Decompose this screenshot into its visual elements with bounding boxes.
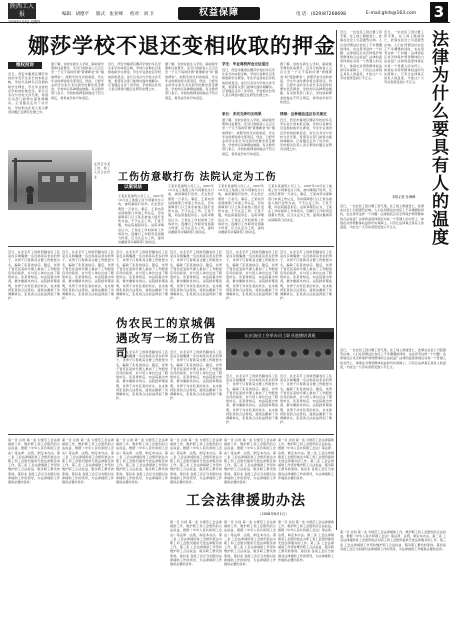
masthead <box>0 0 450 22</box>
union-col-6: 第一章 总则 第一条 为规范工会法律援助工作，维护职工和工会组织的合法权益，根据《中华人民共和国工会法》等法律、法规，制定本办法。第二条 工会法律援助是工会组织依法为职工和工会组织提供无偿法律服务的工作。第三条 工会法律援助工作坚持维护职工合法权益、服务职工群众的原则。第四条 各级工会应当加强对法律援助工作的领导，为法律援助工作提供必要的条件。 <box>278 438 334 480</box>
law-col-3: 近日，一位农民工因讨要工资无果，在工地上跳楼身亡，此事在社会上引起强烈反响。人们在同情这位农民工不幸遭遇的同时，也在思考这样一个问题：法律到底应该怎样保护弱势群体的合法权益？法律的温度体现在对每一个普通人的关怀上，体现在对弱势群体权益的切实保障上。只有让法律真正具有人的温度，才能让广大劳动者感受到公平正义。 <box>340 204 424 230</box>
union-col-4: 第一章 总则 第一条 为规范工会法律援助工作，维护职工和工会组织的合法权益，根据《中华人民共和国工会法》等法律、法规，制定本办法。第二条 工会法律援助是工会组织依法为职工和工会组织提供无偿法律服务的工作。第三条 工会法律援助工作坚持维护职工合法权益、服务职工群众的原则。第四条 各级工会应当加强对法律援助工作的领导，为法律援助工作提供必要的条件。 <box>170 438 222 485</box>
flag-tag: 以案说法 <box>118 184 148 191</box>
fake-col-4: 近日，在北京打工的陕西籍农民工张某在京城偶遇一名自称是其老乡的男子，该男子以帮助其讨要工伤赔偿为名，骗取了张某的信任。随后，该男子冒充张某的代理人参加了工伤赔偿官司的庭审，并与用人单位达成了赔偿协议。张某得知后，向法院提出申请，要求撤销该协议。法院经审理查明，该男子并非张某的老乡，也未取得张某的合法授权，遂依法撤销了该调解协议，张某的合法权益得到了维护。 <box>170 250 222 301</box>
nasha-tag: 维权投诉 <box>8 62 42 69</box>
nasha-col-4: 近日，西安市雁塔区娜莎学校的多名学生家长向本报反映，学校以各种名目变相收取学生押金，学生毕业离校后学校却拒绝退还。家长们多次与学校交涉无果，希望有关部门能够出面协调解决。记者随后走访了该学校，学校相关负责人表示押金问题正在研究处理之中。 <box>222 68 275 98</box>
proofreader-credit: 校对：刘 卫 <box>130 12 154 17</box>
union-issued: （2008年8月1日） <box>258 512 289 516</box>
fake-col-7: 近日，在北京打工的陕西籍农民工张某在京城偶遇一名自称是其老乡的男子，该男子以帮助其讨要工伤赔偿为名，骗取了张某的信任。随后，该男子冒充张某的代理人参加了工伤赔偿官司的庭审，并与用人单位达成了赔偿协议。张某得知后，向法院提出申请，要求撤销该协议。法院经审理查明，该男子并非张某的老乡，也未取得张某的合法授权，遂依法撤销了该调解协议，张某的合法权益得到了维护。 <box>226 250 278 301</box>
fake-col-2: 近日，在北京打工的陕西籍农民工张某在京城偶遇一名自称是其老乡的男子，该男子以帮助其讨要工伤赔偿为名，骗取了张某的信任。随后，该男子冒充张某的代理人参加了工伤赔偿官司的庭审，并与用人单位达成了赔偿协议。张某得知后，向法院提出申请，要求撤销该协议。法院经审理查明，该男子并非张某的老乡，也未取得张某的合法授权，遂依法撤销了该调解协议，张某的合法权益得到了维护。 <box>62 250 114 301</box>
law-byline: 本报记者 孙海峰 <box>392 195 416 199</box>
law-column-headline: 法律为什么要具有人的温度 <box>428 30 448 246</box>
fake-col-10: 近日，在北京打工的陕西籍农民工张某在京城偶遇一名自称是其老乡的男子，该男子以帮助其讨要工伤赔偿为名，骗取了张某的信任。随后，该男子冒充张某的代理人参加了工伤赔偿官司的庭审，并与用人单位达成了赔偿协议。张某得知后，向法院提出申请，要求撤销该协议。法院经审理查明，该男子并非张某的老乡，也未取得张某的合法授权，遂依法撤销了该调解协议，张某的合法权益得到了维护。 <box>280 374 332 425</box>
nasha-col-1: 据了解，该校在新生入学时，除收取学费和住宿费外，还另行收取每人五百元至一千元不等的所谓“管理押金”和“服装押金”。按照学校当初的承诺，学生毕业时押金将全部退还。然而，已经毕业的学生家长多次到学校要求退还押金，学校却以各种理由推脱。有关教育部门表示，学校收取押金的做法不符合规定，将责成学校尽快退还。 <box>51 62 104 100</box>
column-rule <box>336 30 337 530</box>
fake-col-1: 近日，在北京打工的陕西籍农民工张某在京城偶遇一名自称是其老乡的男子，该男子以帮助其讨要工伤赔偿为名，骗取了张某的信任。随后，该男子冒充张某的代理人参加了工伤赔偿官司的庭审，并与用人单位达成了赔偿协议。张某得知后，向法院提出申请，要求撤销该协议。法院经审理查明，该男子并非张某的老乡，也未取得张某的合法授权，遂依法撤销了该调解协议，张某的合法权益得到了维护。 <box>8 250 60 301</box>
fake-col-9: 近日，在北京打工的陕西籍农民工张某在京城偶遇一名自称是其老乡的男子，该男子以帮助其讨要工伤赔偿为名，骗取了张某的信任。随后，该男子冒充张某的代理人参加了工伤赔偿官司的庭审，并与用人单位达成了赔偿协议。张某得知后，向法院提出申请，要求撤销该协议。法院经审理查明，该男子并非张某的老乡，也未取得张某的合法授权，遂依法撤销了该调解协议，张某的合法权益得到了维护。 <box>226 374 278 425</box>
middle-rule <box>8 246 334 247</box>
nasha-col-7: 近日，西安市雁塔区娜莎学校的多名学生家长向本报反映，学校以各种名目变相收取学生押金，学生毕业离校后学校却拒绝退还。家长们多次与学校交涉无果，希望有关部门能够出面协调解决。记者随后走访了该学校，学校相关负责人表示押金问题正在研究处理之中。 <box>280 118 332 152</box>
nasha-headline: 娜莎学校不退还变相收取的押金 <box>28 34 336 58</box>
nasha-subhead-1: 学生：毕业离校押金无法退还 <box>222 62 269 66</box>
banner-text: 长庆油田工会举办员工职业道德培训班 <box>226 332 334 339</box>
audience-art <box>226 342 334 370</box>
masthead-rule <box>0 22 450 23</box>
fake-col-6: 近日，在北京打工的陕西籍农民工张某在京城偶遇一名自称是其老乡的男子，该男子以帮助其讨要工伤赔偿为名，骗取了张某的信任。随后，该男子冒充张某的代理人参加了工伤赔偿官司的庭审，并与用人单位达成了赔偿协议。张某得知后，向法院提出申请，要求撤销该协议。法院经审理查明，该男子并非张某的老乡，也未取得张某的合法授权，遂依法撤销了该调解协议，张某的合法权益得到了维护。 <box>170 350 222 401</box>
construction-photo-art <box>8 150 92 210</box>
nasha-col-3: 据了解，该校在新生入学时，除收取学费和住宿费外，还另行收取每人五百元至一千元不等的所谓“管理押金”和“服装押金”。按照学校当初的承诺，学生毕业时押金将全部退还。然而，已经毕业的学生家长多次到学校要求退还押金，学校却以各种理由推脱。有关教育部门表示，学校收取押金的做法不符合规定，将责成学校尽快退还。 <box>165 62 218 100</box>
paper-logo <box>8 3 36 19</box>
nasha-col-6: 据了解，该校在新生入学时，除收取学费和住宿费外，还另行收取每人五百元至一千元不等的所谓“管理押金”和“服装押金”。按照学校当初的承诺，学生毕业时押金将全部退还。然而，已经毕业的学生家长多次到学校要求退还押金，学校却以各种理由推脱。有关教育部门表示，学校收取押金的做法不符合规定，将责成学校尽快退还。 <box>280 62 332 104</box>
flag-col-2: 王某系某建筑公司工人，2007年10月在工地施工时与同事发生口角，被同事殴打致伤，花去医疗费用一万余元。事后，王某向劳动保障部门申请工伤认定，劳动保障部门以王某系被他人殴打受伤为由，不予认定工伤。王某不服，向法院提起诉讼。法院审理后认为，王某在工作时间和工作场所内，因履行工作职责受到暴力伤害，应当认定为工伤，遂判决撤销劳动保障部门的决定。 <box>168 184 214 235</box>
union-col-10: 第一章 总则 第一条 为规范工会法律援助工作，维护职工和工会组织的合法权益，根据《中华人民共和国工会法》等法律、法规，制定本办法。第二条 工会法律援助是工会组织依法为职工和工会组织提供无偿法律服务的工作。第三条 工会法律援助工作坚持维护职工合法权益、服务职工群众的原则。第四条 各级工会应当加强对法律援助工作的领导，为法律援助工作提供必要的条件。 <box>340 530 446 551</box>
union-col-2: 第一章 总则 第一条 为规范工会法律援助工作，维护职工和工会组织的合法权益，根据《中华人民共和国工会法》等法律、法规，制定本办法。第二条 工会法律援助是工会组织依法为职工和工会组织提供无偿法律服务的工作。第三条 工会法律援助工作坚持维护职工合法权益、服务职工群众的原则。第四条 各级工会应当加强对法律援助工作的领导，为法律援助工作提供必要的条件。 <box>62 438 114 485</box>
section-label: 权益保障 <box>178 7 260 20</box>
bottom-rule <box>8 434 334 435</box>
page-number: 3 <box>430 2 448 22</box>
nasha-col-2: 近日，西安市雁塔区娜莎学校的多名学生家长向本报反映，学校以各种名目变相收取学生押金，学生毕业离校后学校却拒绝退还。家长们多次与学校交涉无果，希望有关部门能够出面协调解决。记者随后走访了该学校，学校相关负责人表示押金问题正在研究处理之中。 <box>108 62 161 92</box>
fake-headline: 伪农民工的京城偶遇改写一场工伤官司 <box>116 316 216 360</box>
flag-col-3: 王某系某建筑公司工人，2007年10月在工地施工时与同事发生口角，被同事殴打致伤，花去医疗费用一万余元。事后，王某向劳动保障部门申请工伤认定，劳动保障部门以王某系被他人殴打受伤为由，不予认定工伤。王某不服，向法院提起诉讼。法院审理后认为，王某在工作时间和工作场所内，因履行工作职责受到暴力伤害，应当认定为工伤，遂判决撤销劳动保障部门的决定。 <box>218 184 264 235</box>
flag-headline: 工伤仿意歇打伤 法院认定为工伤 <box>118 172 277 183</box>
designer-credit: 版式：张亚峰 <box>96 12 123 17</box>
nasha-intro: 近日，西安市雁塔区娜莎学校的多名学生家长向本报反映，学校以各种名目变相收取学生押金，学生毕业离校后学校却拒绝退还。家长们多次与学校交涉无果，希望有关部门能够出面协调解决。记者随后走访了该学校，学校相关负责人表示押金问题正在研究处理之中。 <box>8 72 48 114</box>
flag-col-1: 王某系某建筑公司工人，2007年10月在工地施工时与同事发生口角，被同事殴打致伤，花去医疗费用一万余元。事后，王某向劳动保障部门申请工伤认定，劳动保障部门以王某系被他人殴打受伤为由，不予认定工伤。王某不服，向法院提起诉讼。法院审理后认为，王某在工作时间和工作场所内，因履行工作职责受到暴力伤害，应当认定为工伤，遂判决撤销劳动保障部门的决定。 <box>118 194 164 245</box>
law-col-1: 近日，一位农民工因讨要工资无果，在工地上跳楼身亡，此事在社会上引起强烈反响。人们在同情这位农民工不幸遭遇的同时，也在思考这样一个问题：法律到底应该怎样保护弱势群体的合法权益？法律的温度体现在对每一个普通人的关怀上，体现在对弱势群体权益的切实保障上。只有让法律真正具有人的温度，才能让广大劳动者感受到公平正义。 <box>340 30 382 81</box>
fake-col-8: 近日，在北京打工的陕西籍农民工张某在京城偶遇一名自称是其老乡的男子，该男子以帮助其讨要工伤赔偿为名，骗取了张某的信任。随后，该男子冒充张某的代理人参加了工伤赔偿官司的庭审，并与用人单位达成了赔偿协议。张某得知后，向法院提出申请，要求撤销该协议。法院经审理查明，该男子并非张某的老乡，也未取得张某的合法授权，遂依法撤销了该调解协议，张某的合法权益得到了维护。 <box>280 250 332 301</box>
union-col-3: 第一章 总则 第一条 为规范工会法律援助工作，维护职工和工会组织的合法权益，根据《中华人民共和国工会法》等法律、法规，制定本办法。第二条 工会法律援助是工会组织依法为职工和工会组织提供无偿法律服务的工作。第三条 工会法律援助工作坚持维护职工合法权益、服务职工群众的原则。第四条 各级工会应当加强对法律援助工作的领导，为法律援助工作提供必要的条件。 <box>116 438 168 485</box>
email: E-mail:ghrb@163.com <box>366 11 417 16</box>
union-col-7: 第一章 总则 第一条 为规范工会法律援助工作，维护职工和工会组织的合法权益，根据《中华人民共和国工会法》等法律、法规，制定本办法。第二条 工会法律援助是工会组织依法为职工和工会组织提供无偿法律服务的工作。第三条 工会法律援助工作坚持维护职工合法权益、服务职工群众的原则。第四条 各级工会应当加强对法律援助工作的领导，为法律援助工作提供必要的条件。 <box>170 520 222 567</box>
hotline: 电 话：(029)87268698 <box>296 12 346 17</box>
flag-col-4: 王某系某建筑公司工人，2007年10月在工地施工时与同事发生口角，被同事殴打致伤，花去医疗费用一万余元。事后，王某向劳动保障部门申请工伤认定，劳动保障部门以王某系被他人殴打受伤为由，不予认定工伤。王某不服，向法院提起诉讼。法院审理后认为，王某在工作时间和工作场所内，因履行工作职责受到暴力伤害，应当认定为工伤，遂判决撤销劳动保障部门的决定。 <box>268 184 332 222</box>
nasha-col-5: 据了解，该校在新生入学时，除收取学费和住宿费外，还另行收取每人五百元至一千元不等的所谓“管理押金”和“服装押金”。按照学校当初的承诺，学生毕业时押金将全部退还。然而，已经毕业的学生家长多次到学校要求退还押金，学校却以各种理由推脱。有关教育部门表示，学校收取押金的做法不符合规定，将责成学校尽快退还。 <box>222 118 275 156</box>
fake-col-3: 近日，在北京打工的陕西籍农民工张某在京城偶遇一名自称是其老乡的男子，该男子以帮助其讨要工伤赔偿为名，骗取了张某的信任。随后，该男子冒充张某的代理人参加了工伤赔偿官司的庭审，并与用人单位达成了赔偿协议。张某得知后，向法院提出申请，要求撤销该协议。法院经审理查明，该男子并非张某的老乡，也未取得张某的合法授权，遂依法撤销了该调解协议，张某的合法权益得到了维护。 <box>116 250 168 301</box>
fake-col-5: 近日，在北京打工的陕西籍农民工张某在京城偶遇一名自称是其老乡的男子，该男子以帮助其讨要工伤赔偿为名，骗取了张某的信任。随后，该男子冒充张某的代理人参加了工伤赔偿官司的庭审，并与用人单位达成了赔偿协议。张某得知后，向法院提出申请，要求撤销该协议。法院经审理查明，该男子并非张某的老乡，也未取得张某的合法授权，遂依法撤销了该调解协议，张某的合法权益得到了维护。 <box>116 350 168 401</box>
paper-name: 陕西工人报 <box>9 3 34 18</box>
construction-photo <box>8 150 92 210</box>
nasha-subhead-2: 家长：多次交涉均无结果 <box>222 112 262 116</box>
law-col-2: 近日，一位农民工因讨要工资无果，在工地上跳楼身亡，此事在社会上引起强烈反响。人们在同情这位农民工不幸遭遇的同时，也在思考这样一个问题：法律到底应该怎样保护弱势群体的合法权益？法律的温度体现在对每一个普通人的关怀上，体现在对弱势群体权益的切实保障上。只有让法律真正具有人的温度，才能让广大劳动者感受到公平正义。 <box>384 30 424 85</box>
union-headline: 工会法律援助办法 <box>186 493 306 509</box>
training-photo <box>226 328 334 370</box>
nasha-subhead-3: 律师：这种做法违反有关规定 <box>280 112 327 116</box>
photo-side-caption: 在西安市某工地，施工人员正在作业 <box>94 162 110 179</box>
law-col-4: 近日，一位农民工因讨要工资无果，在工地上跳楼身亡，此事在社会上引起强烈反响。人们在同情这位农民工不幸遭遇的同时，也在思考这样一个问题：法律到底应该怎样保护弱势群体的合法权益？法律的温度体现在对每一个普通人的关怀上，体现在对弱势群体权益的切实保障上。只有让法律真正具有人的温度，才能让广大劳动者感受到公平正义。 <box>340 348 446 369</box>
union-col-8: 第一章 总则 第一条 为规范工会法律援助工作，维护职工和工会组织的合法权益，根据《中华人民共和国工会法》等法律、法规，制定本办法。第二条 工会法律援助是工会组织依法为职工和工会组织提供无偿法律服务的工作。第三条 工会法律援助工作坚持维护职工合法权益、服务职工群众的原则。第四条 各级工会应当加强对法律援助工作的领导，为法律援助工作提供必要的条件。 <box>224 520 276 567</box>
union-col-1: 第一章 总则 第一条 为规范工会法律援助工作，维护职工和工会组织的合法权益，根据《中华人民共和国工会法》等法律、法规，制定本办法。第二条 工会法律援助是工会组织依法为职工和工会组织提供无偿法律服务的工作。第三条 工会法律援助工作坚持维护职工合法权益、服务职工群众的原则。第四条 各级工会应当加强对法律援助工作的领导，为法律援助工作提供必要的条件。 <box>8 438 60 485</box>
editor-credit: 编辑：胡德平 <box>62 12 89 17</box>
union-col-5: 第一章 总则 第一条 为规范工会法律援助工作，维护职工和工会组织的合法权益，根据《中华人民共和国工会法》等法律、法规，制定本办法。第二条 工会法律援助是工会组织依法为职工和工会组织提供无偿法律服务的工作。第三条 工会法律援助工作坚持维护职工合法权益、服务职工群众的原则。第四条 各级工会应当加强对法律援助工作的领导，为法律援助工作提供必要的条件。 <box>224 438 276 485</box>
union-col-9: 第一章 总则 第一条 为规范工会法律援助工作，维护职工和工会组织的合法权益，根据《中华人民共和国工会法》等法律、法规，制定本办法。第二条 工会法律援助是工会组织依法为职工和工会组织提供无偿法律服务的工作。第三条 工会法律援助工作坚持维护职工合法权益、服务职工群众的原则。第四条 各级工会应当加强对法律援助工作的领导，为法律援助工作提供必要的条件。 <box>278 520 334 562</box>
